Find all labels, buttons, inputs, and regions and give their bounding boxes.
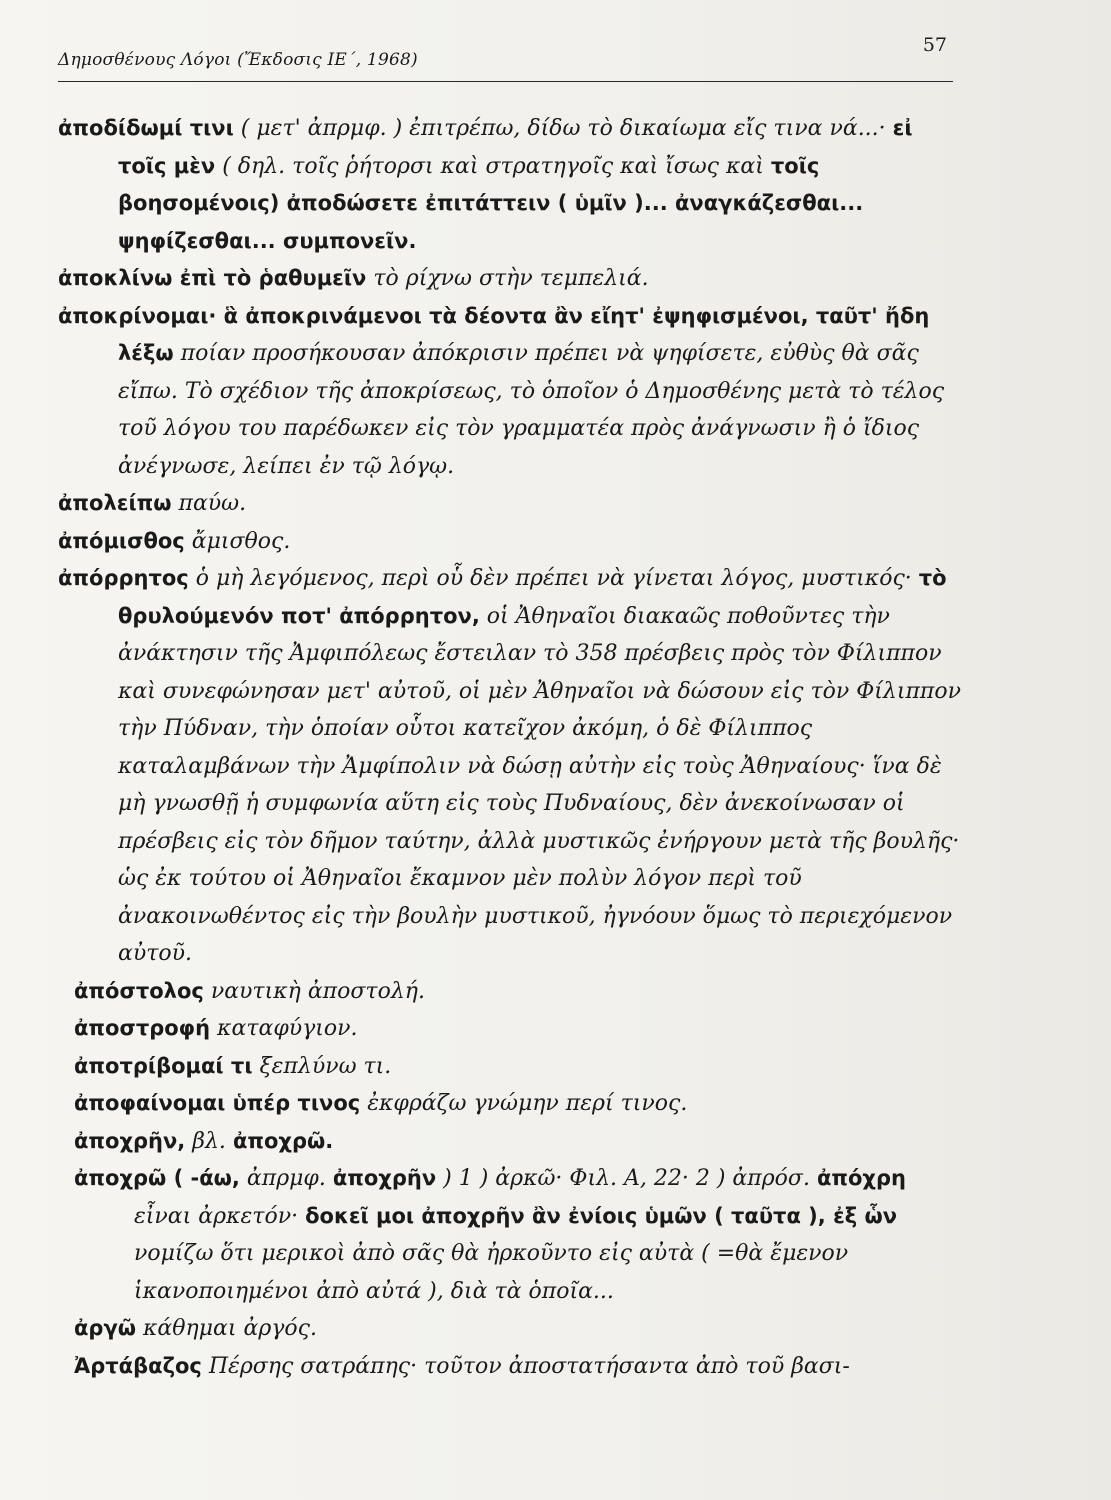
- entry-quotation: ἃ ἀποκρινάμενοι τὰ δέοντα ἂν εἴητ' ἐψηφισμένοι, ταῦτ' ἤδη λέξω: [118, 303, 930, 365]
- entry-gloss: εἶναι ἀρκετόν·: [134, 1203, 306, 1229]
- header-rule: [58, 81, 953, 82]
- header-title: Δημοσθένους Λόγοι (Ἔκδοσις ΙΕ΄, 1968): [58, 50, 418, 70]
- entry-gloss: ( μετ' ἀπρμφ. ) ἐπιτρέπω, δίδω τὸ δικαίωμα εἴς τινα νά...·: [233, 116, 893, 141]
- glossary-entry: [58, 298, 963, 486]
- entry-lemma: ἀποδίδωμί τινι: [58, 116, 234, 140]
- glossary-entry: [58, 110, 963, 260]
- entry-gloss: βλ.: [185, 1128, 233, 1154]
- entry-lemma: ἀργῶ: [74, 1316, 137, 1340]
- glossary-entry: [74, 973, 963, 1011]
- entry-gloss: ποίαν προσήκουσαν ἀπόκρισιν πρέπει νὰ ψηφίσετε, εὐθὺς θὰ σᾶς εἴπω. Τὸ σχέδιον τῆς ἀποκρίσεως, τὸ ὁποῖον ὁ Δημοσθένης μετὰ τὸ τέλος τοῦ λόγου του παρέδωκεν εἰς τὸν γραμματέα πρὸς ἀνάγνωσιν ἢ ὁ ἴδιος ἀνέγνωσε, λείπει ἐν τῷ λόγῳ.: [118, 341, 945, 479]
- entry-lemma: ἀποτρίβομαί τι: [74, 1053, 253, 1078]
- glossary-entry: [74, 1123, 963, 1161]
- entry-lemma: Ἀρτάβαζος: [74, 1353, 202, 1378]
- glossary-entry: [74, 1348, 963, 1386]
- entry-quotation: δοκεῖ μοι ἀποχρῆν ἂν ἐνίοις ὑμῶν ( ταῦτα ), ἐξ ὧν: [305, 1203, 898, 1228]
- glossary-entry: [58, 260, 963, 298]
- glossary-entry: [58, 485, 963, 523]
- entry-gloss: ἀπρμφ.: [239, 1166, 333, 1191]
- entry-gloss: Πέρσης σατράπης· τοῦτον ἀποστατήσαντα ἀπὸ τοῦ βασι-: [201, 1353, 850, 1379]
- entry-lemma: ἀποκλίνω ἐπὶ τὸ ῥαθυμεῖν: [58, 266, 367, 290]
- glossary-entry: [74, 1085, 963, 1123]
- entry-gloss: κάθημαι ἀργός.: [136, 1316, 317, 1341]
- glossary-entry: [74, 1048, 963, 1086]
- glossary-entry: [74, 1310, 963, 1348]
- running-header: [58, 30, 953, 82]
- entry-gloss: ναυτικὴ ἀποστολή.: [203, 978, 425, 1004]
- page-number: 57: [922, 34, 947, 56]
- entry-gloss: παύω.: [171, 491, 247, 516]
- entry-gloss: ἄμισθος.: [184, 528, 291, 554]
- entry-quotation: ἀποχρῆν: [332, 1166, 437, 1190]
- entry-gloss: ἐκφράζω γνώμην περί τινος.: [360, 1091, 688, 1116]
- entry-lemma: ἀποφαίνομαι ὑπέρ τινος: [74, 1091, 361, 1115]
- entry-lemma: ἀποστροφή: [74, 1016, 211, 1040]
- entry-gloss: καταφύγιον.: [210, 1016, 358, 1041]
- entry-lemma: ἀπόρρητος: [58, 566, 189, 590]
- entry-gloss: ξεπλύνω τι.: [252, 1053, 392, 1079]
- entry-gloss: τὸ ρίχνω στὴν τεμπελιά.: [366, 266, 649, 291]
- entry-lemma: ἀποχρῆν,: [74, 1128, 186, 1153]
- entry-lemma: ἀπόστολος: [74, 978, 204, 1003]
- entry-gloss: νομίζω ὅτι μερικοὶ ἀπὸ σᾶς θὰ ἠρκοῦντο εἰς αὐτὰ ( =θὰ ἔμενον ἱκανοποιημένοι ἀπὸ αὐτά ), διὰ τὰ ὁποῖα...: [134, 1241, 849, 1304]
- entry-lemma: ἀποκρίνομαι·: [58, 303, 217, 328]
- entry-gloss: οἱ Ἀθηναῖοι διακαῶς ποθοῦντες τὴν ἀνάκτησιν τῆς Ἀμφιπόλεως ἔστειλαν τὸ 358 πρέσβεις πρὸς τὸν Φίλιππον καὶ συνεφώνησαν μετ' αὐτοῦ, οἱ μὲν Ἀθηναῖοι νὰ δώσουν εἰς τὸν Φίλιππον τὴν Πύδναν, τὴν ὁποίαν οὗτοι κατεῖχον ἀκόμη, ὁ δὲ Φίλιππος καταλαμβάνων τὴν Ἀμφίπολιν νὰ δώσῃ αὐτὴν εἰς τοὺς Ἀθηναίους· ἵνα δὲ μὴ γνωσθῇ ἡ συμφωνία αὕτη εἰς τοὺς Πυδναίους, δὲν ἀνεκοίνωσαν οἱ πρέσβεις εἰς τὸν δῆμον ταύτην, ἀλλὰ μυστικῶς ἐνήργουν μετὰ τῆς βουλῆς· ὡς ἐκ τούτου οἱ Ἀθηναῖοι ἔκαμνον μὲν πολὺν λόγον περὶ τοῦ ἀνακοινωθέντος εἰς τὴν βουλὴν μυστικοῦ, ἠγνόουν ὅμως τὸ περιεχόμενον αὐτοῦ.: [118, 603, 962, 966]
- entry-quotation: ἀπόχρη: [816, 1166, 906, 1190]
- entry-quotation: ἀποχρῶ.: [232, 1128, 334, 1153]
- entry-lemma: ἀποχρῶ ( -άω,: [74, 1166, 240, 1190]
- glossary-entries: [58, 110, 963, 1385]
- entry-gloss: ὁ μὴ λεγόμενος, περὶ οὗ δὲν πρέπει νὰ γίνεται λόγος, μυστικός·: [188, 566, 919, 591]
- entry-quotation: τὸ θρυλούμενόν ποτ' ἀπόρρητον,: [118, 566, 947, 628]
- entry-lemma: ἀπόμισθος: [58, 528, 185, 553]
- glossary-entry: [74, 1160, 963, 1310]
- entry-gloss: ) 1 ) ἀρκῶ· Φιλ. Α, 22· 2 ) ἀπρόσ.: [436, 1166, 817, 1191]
- entry-quotation: εἰ τοῖς μὲν: [118, 116, 913, 178]
- entry-lemma: ἀπολείπω: [58, 491, 172, 515]
- glossary-entry: [58, 560, 963, 973]
- glossary-entry: [58, 523, 963, 561]
- glossary-entry: [74, 1010, 963, 1048]
- entry-gloss: ( δηλ. τοῖς ῥήτορσι καὶ στρατηγοῖς καὶ ἴσως καὶ: [215, 153, 771, 179]
- entry-quotation: τοῖς βοησομένοις) ἀποδώσετε ἐπιτάττειν ( ὑμῖν )... ἀναγκάζεσθαι... ψηφίζεσθαι... συμπονεῖν.: [118, 153, 864, 253]
